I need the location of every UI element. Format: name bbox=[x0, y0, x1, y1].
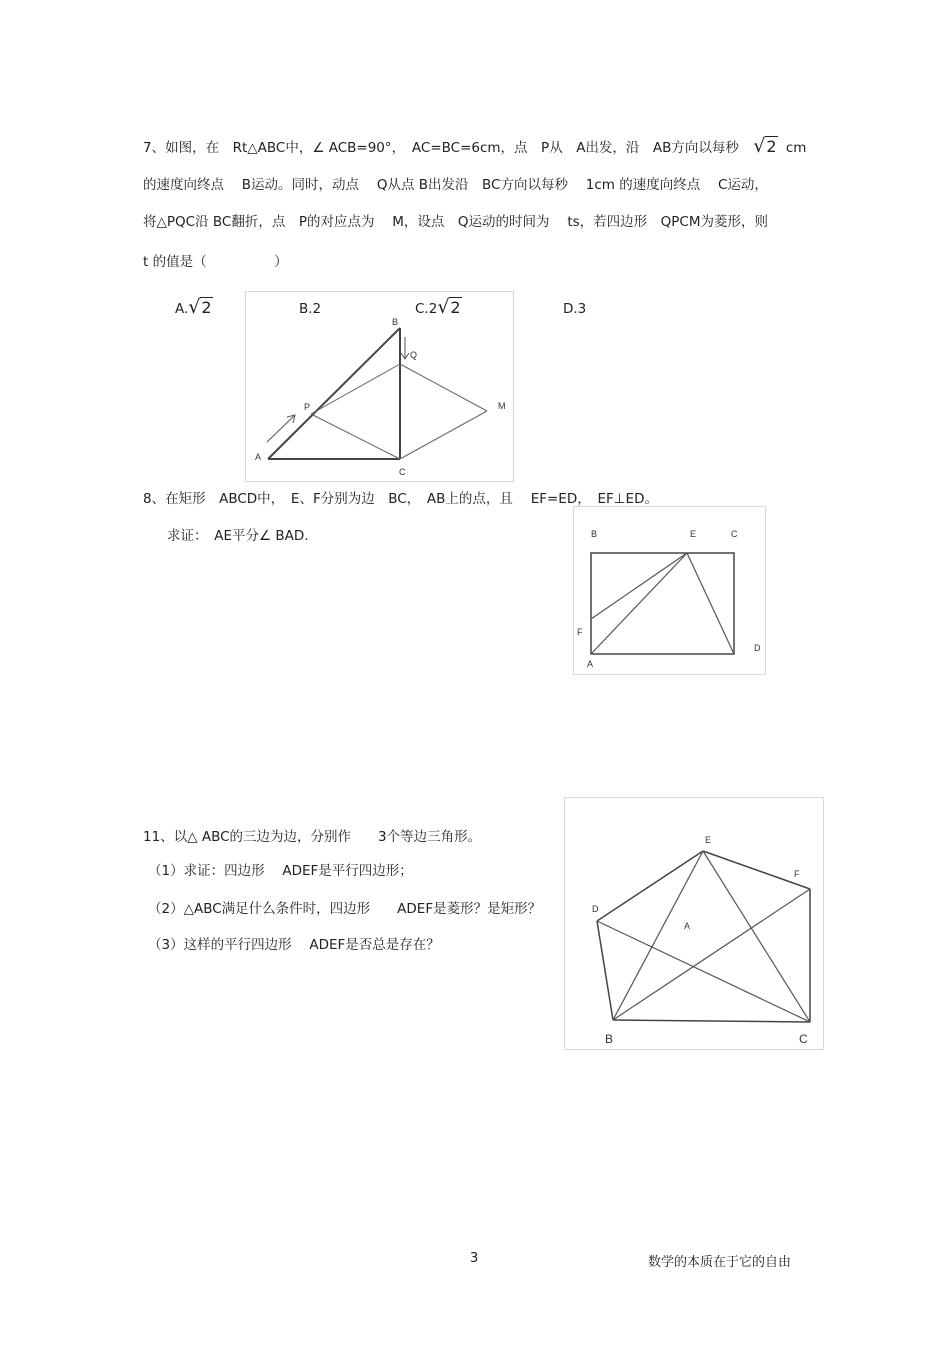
q8-line-1: 8、在矩形 ABCD中， E、F分别为边 BC， AB上的点，且 EF=ED， EF⊥ED。 bbox=[143, 491, 658, 507]
q7-option-d: D.3 bbox=[563, 301, 587, 317]
q11-line-3: （2）△ABC满足什么条件时，四边形 ADEF是菱形？是矩形？ bbox=[148, 901, 542, 917]
label-b: B bbox=[392, 317, 399, 327]
segment-ab bbox=[268, 328, 400, 459]
label-m: M bbox=[498, 401, 506, 411]
sqrt-symbol: √ bbox=[188, 296, 201, 318]
sqrt-symbol: √ bbox=[437, 296, 450, 318]
segment-bc bbox=[613, 1020, 810, 1022]
arrow-p-shaft bbox=[267, 415, 295, 442]
label-e: E bbox=[690, 529, 697, 539]
q7-figure bbox=[245, 291, 515, 483]
label-q: Q bbox=[410, 350, 418, 360]
q7-unit: cm bbox=[785, 140, 807, 156]
q7-option-a bbox=[175, 298, 213, 318]
q7-line-2: 的速度向终点 B运动。同时，动点 Q从点 B出发沿 BC方向以每秒 1cm 的速度向终点 C运动， bbox=[143, 177, 768, 193]
label-b: B bbox=[591, 529, 598, 539]
label-a: A bbox=[255, 452, 262, 462]
q11-line-4: （3）这样的平行四边形 ADEF是否总是存在？ bbox=[148, 937, 440, 953]
label-c: C bbox=[399, 467, 406, 477]
label-c: C bbox=[731, 529, 738, 539]
segment-qm bbox=[400, 364, 487, 411]
label-d: D bbox=[592, 904, 599, 914]
label-a: A bbox=[587, 659, 594, 669]
q7-line-3: 将△PQC沿 BC翻折，点 P的对应点为 M，设点 Q运动的时间为 ts，若四边形 QPCM为菱形，则 bbox=[143, 214, 768, 230]
segment-ed bbox=[687, 553, 734, 654]
sqrt-radicand: 2 bbox=[766, 137, 777, 156]
q7-line-1 bbox=[143, 137, 806, 157]
sqrt-radicand: 2 bbox=[450, 298, 461, 317]
page-motto: 数学的本质在于它的自由 bbox=[648, 1255, 792, 1270]
label-d: D bbox=[754, 643, 761, 653]
q8-figure bbox=[573, 506, 767, 676]
q7-line-4: t 的值是（ ） bbox=[143, 254, 288, 270]
q7-figure-frame bbox=[246, 292, 514, 482]
q11-line-1: 11、以△ ABC的三边为边，分别作 3个等边三角形。 bbox=[143, 829, 482, 845]
sqrt-radicand: 2 bbox=[201, 298, 212, 317]
q7-option-b: B.2 bbox=[299, 301, 322, 317]
label-f: F bbox=[577, 627, 583, 637]
label-p: P bbox=[304, 402, 311, 412]
label-a: A bbox=[684, 921, 691, 931]
q8-line-2: 求证： AE平分∠ BAD. bbox=[167, 528, 309, 544]
q7-option-c-prefix: C.2 bbox=[415, 301, 438, 317]
segment-mc bbox=[400, 411, 487, 459]
segment-bf bbox=[613, 889, 810, 1020]
q7-line-1-text: 7、如图，在 Rt△ABC中，∠ ACB=90°， AC=BC=6cm，点 P从 A出发，沿 AB方向以每秒 bbox=[143, 140, 739, 156]
label-e: E bbox=[705, 835, 712, 845]
q11-figure bbox=[564, 797, 825, 1051]
label-c: C bbox=[799, 1032, 808, 1046]
segment-ae bbox=[591, 553, 687, 654]
q11-line-2: （1）求证：四边形 ADEF是平行四边形； bbox=[148, 863, 413, 879]
label-f: F bbox=[794, 869, 800, 879]
q7-option-a-prefix: A. bbox=[175, 301, 189, 317]
segment-pc bbox=[311, 414, 400, 459]
page-number: 3 bbox=[470, 1251, 479, 1266]
segment-db bbox=[597, 921, 613, 1020]
segment-ef bbox=[591, 553, 687, 619]
rectangle-abcd bbox=[591, 553, 734, 654]
segment-de bbox=[597, 851, 703, 921]
sqrt-symbol: √2 bbox=[753, 135, 777, 157]
label-b: B bbox=[605, 1032, 614, 1046]
